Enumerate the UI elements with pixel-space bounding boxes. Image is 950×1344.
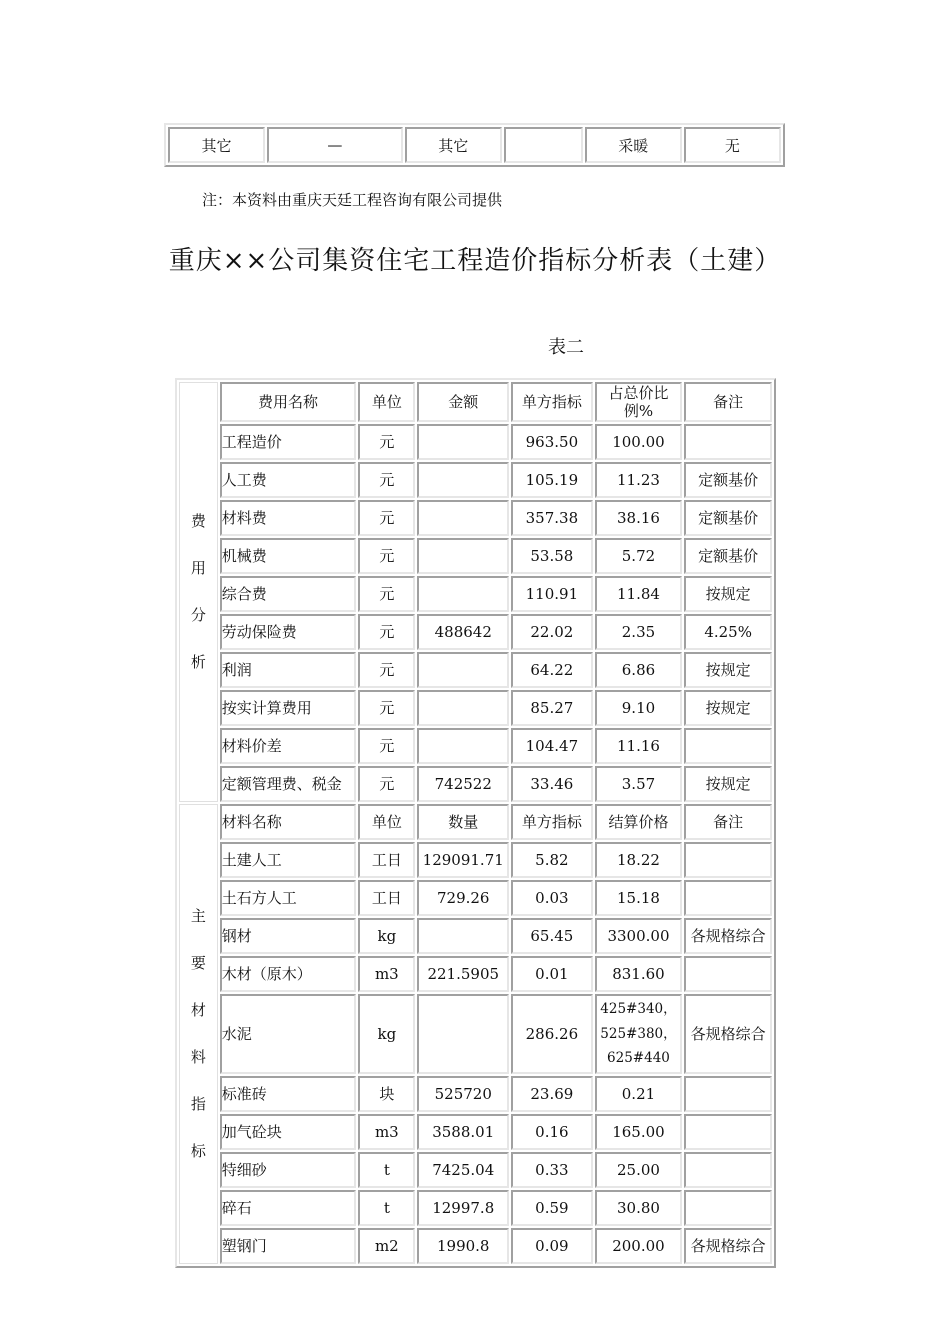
table-cell — [417, 994, 509, 1074]
table-cell: 23.69 — [511, 1076, 593, 1112]
table-cell: 各规格综合 — [684, 1228, 772, 1264]
table-cell: 按规定 — [684, 652, 772, 688]
table-row — [179, 880, 772, 916]
table-cell: 9.10 — [595, 690, 683, 726]
table-cell — [684, 1114, 772, 1150]
table-cell — [417, 728, 509, 764]
table-cell: m3 — [358, 1114, 415, 1150]
table-cell: 机械费 — [220, 538, 357, 574]
table-cell: 各规格综合 — [684, 918, 772, 954]
table-row — [179, 462, 772, 498]
table-cell: 木材（原木） — [220, 956, 357, 992]
table-cell: 按实计算费用 — [220, 690, 357, 726]
table-cell: 425#340，525#380，625#440 — [595, 994, 683, 1074]
section-label-cost: 费 用 分 析 — [179, 382, 218, 802]
table-cell — [417, 538, 509, 574]
table-cell: 工日 — [358, 880, 415, 916]
table-cell: — — [267, 127, 403, 163]
table-cell: 165.00 — [595, 1114, 683, 1150]
table-row — [179, 918, 772, 954]
table-cell: 0.21 — [595, 1076, 683, 1112]
table-row — [179, 956, 772, 992]
table-cell: 其它 — [405, 127, 502, 163]
table-cell — [417, 652, 509, 688]
source-note: 注：本资料由重庆天廷工程咨询有限公司提供 — [202, 191, 503, 209]
table-row — [179, 652, 772, 688]
table-cell: 标准砖 — [220, 1076, 357, 1112]
table-cell: 11.16 — [595, 728, 683, 764]
table-row — [179, 690, 772, 726]
table-cell: 729.26 — [417, 880, 509, 916]
table-cell: 元 — [358, 652, 415, 688]
table-cell: 元 — [358, 424, 415, 460]
table-cell: 38.16 — [595, 500, 683, 536]
table-cell: 5.72 — [595, 538, 683, 574]
table-cell: 利润 — [220, 652, 357, 688]
table-cell: 无 — [684, 127, 781, 163]
table-cell: 0.01 — [511, 956, 593, 992]
table-cell: 742522 — [417, 766, 509, 802]
table-cell: 土石方人工 — [220, 880, 357, 916]
table-cell: t — [358, 1190, 415, 1226]
column-header: 占总价比例% — [595, 382, 683, 422]
table-cell: 104.47 — [511, 728, 593, 764]
table-cell: 3300.00 — [595, 918, 683, 954]
table-row — [179, 728, 772, 764]
cost-index-table — [175, 378, 776, 1268]
table-cell: 0.59 — [511, 1190, 593, 1226]
table-cell: 221.5905 — [417, 956, 509, 992]
table-cell: 64.22 — [511, 652, 593, 688]
table-header-row — [179, 804, 772, 840]
column-header: 金额 — [417, 382, 509, 422]
column-header: 备注 — [684, 804, 772, 840]
table-row — [179, 1190, 772, 1226]
table-cell: 65.45 — [511, 918, 593, 954]
column-header: 单方指标 — [511, 804, 593, 840]
table-cell: 元 — [358, 576, 415, 612]
table-row — [179, 424, 772, 460]
table-cell: 按规定 — [684, 576, 772, 612]
table-cell: 0.03 — [511, 880, 593, 916]
table-cell: 加气砼块 — [220, 1114, 357, 1150]
table-cell: 4.25% — [684, 614, 772, 650]
column-header: 单位 — [358, 804, 415, 840]
table-cell: 11.23 — [595, 462, 683, 498]
table-cell: 工日 — [358, 842, 415, 878]
table-cell: 85.27 — [511, 690, 593, 726]
table-cell: 286.26 — [511, 994, 593, 1074]
column-header: 结算价格 — [595, 804, 683, 840]
table-cell: 22.02 — [511, 614, 593, 650]
table-cell: 7425.04 — [417, 1152, 509, 1188]
table-cell: 采暖 — [585, 127, 682, 163]
column-header: 材料名称 — [220, 804, 357, 840]
table-cell — [684, 424, 772, 460]
table-cell: 15.18 — [595, 880, 683, 916]
table-cell — [417, 576, 509, 612]
table-cell: 元 — [358, 614, 415, 650]
table-cell — [684, 880, 772, 916]
table-cell: 元 — [358, 728, 415, 764]
table-row — [179, 1114, 772, 1150]
table-row — [179, 994, 772, 1074]
table-row — [179, 766, 772, 802]
table-cell: 块 — [358, 1076, 415, 1112]
table-cell: kg — [358, 918, 415, 954]
table-cell: 定额基价 — [684, 538, 772, 574]
table-cell: 18.22 — [595, 842, 683, 878]
table-cell: 人工费 — [220, 462, 357, 498]
table-cell: kg — [358, 994, 415, 1074]
table-cell: 塑钢门 — [220, 1228, 357, 1264]
table-cell: 其它 — [168, 127, 265, 163]
table-row — [179, 614, 772, 650]
table-cell: 53.58 — [511, 538, 593, 574]
table-cell: 25.00 — [595, 1152, 683, 1188]
table-cell: 定额基价 — [684, 462, 772, 498]
table-cell: 30.80 — [595, 1190, 683, 1226]
column-header: 费用名称 — [220, 382, 357, 422]
material-section — [179, 804, 772, 1264]
table-row — [179, 1076, 772, 1112]
table-cell: 劳动保险费 — [220, 614, 357, 650]
table-cell: 357.38 — [511, 500, 593, 536]
table-cell: 100.00 — [595, 424, 683, 460]
table-cell: 钢材 — [220, 918, 357, 954]
table-cell: 0.09 — [511, 1228, 593, 1264]
table-cell: 按规定 — [684, 766, 772, 802]
section-label-material: 主 要 材 料 指 标 — [179, 804, 218, 1264]
table-cell: 0.33 — [511, 1152, 593, 1188]
table-cell: 元 — [358, 690, 415, 726]
table-cell: 525720 — [417, 1076, 509, 1112]
table-cell: 元 — [358, 766, 415, 802]
table-cell: 各规格综合 — [684, 994, 772, 1074]
cost-section — [179, 382, 772, 802]
table-cell — [684, 728, 772, 764]
table-cell — [417, 462, 509, 498]
table-cell: 综合费 — [220, 576, 357, 612]
table-cell: 元 — [358, 500, 415, 536]
table-cell: t — [358, 1152, 415, 1188]
table-cell: 12997.8 — [417, 1190, 509, 1226]
table-cell — [417, 690, 509, 726]
table-cell: 定额管理费、税金 — [220, 766, 357, 802]
table-cell: 材料价差 — [220, 728, 357, 764]
table-cell — [504, 127, 583, 163]
table-cell — [684, 1076, 772, 1112]
table-cell — [684, 842, 772, 878]
table-cell: 碎石 — [220, 1190, 357, 1226]
top-table — [164, 123, 785, 167]
column-header: 单方指标 — [511, 382, 593, 422]
column-header: 数量 — [417, 804, 509, 840]
table-cell: m2 — [358, 1228, 415, 1264]
table-row — [179, 500, 772, 536]
table-cell: 488642 — [417, 614, 509, 650]
table-cell: 工程造价 — [220, 424, 357, 460]
table-cell: 土建人工 — [220, 842, 357, 878]
table-cell: 33.46 — [511, 766, 593, 802]
table-cell: 1990.8 — [417, 1228, 509, 1264]
table-row — [179, 1228, 772, 1264]
table-row — [179, 1152, 772, 1188]
column-header: 单位 — [358, 382, 415, 422]
table-cell: 11.84 — [595, 576, 683, 612]
table-row — [179, 576, 772, 612]
table-row — [179, 842, 772, 878]
table-cell: 2.35 — [595, 614, 683, 650]
table-cell: 0.16 — [511, 1114, 593, 1150]
table-cell: 按规定 — [684, 690, 772, 726]
table-label: 表二 — [548, 337, 584, 358]
table-cell: 129091.71 — [417, 842, 509, 878]
table-cell — [417, 918, 509, 954]
table-cell: 5.82 — [511, 842, 593, 878]
table-cell: 831.60 — [595, 956, 683, 992]
table-cell — [684, 1190, 772, 1226]
table-cell — [417, 424, 509, 460]
table-row — [168, 127, 781, 163]
table-cell: 3588.01 — [417, 1114, 509, 1150]
table-cell — [684, 956, 772, 992]
page-title: 重庆××公司集资住宅工程造价指标分析表（土建） — [168, 246, 782, 276]
table-cell: 200.00 — [595, 1228, 683, 1264]
table-row — [179, 538, 772, 574]
table-cell — [417, 500, 509, 536]
table-header-row — [179, 382, 772, 422]
table-cell: 材料费 — [220, 500, 357, 536]
table-cell: 3.57 — [595, 766, 683, 802]
table-cell: 105.19 — [511, 462, 593, 498]
table-cell: 水泥 — [220, 994, 357, 1074]
table-cell: 元 — [358, 538, 415, 574]
table-cell: 元 — [358, 462, 415, 498]
table-cell — [684, 1152, 772, 1188]
table-cell: 963.50 — [511, 424, 593, 460]
table-cell: 6.86 — [595, 652, 683, 688]
column-header: 备注 — [684, 382, 772, 422]
table-cell: 110.91 — [511, 576, 593, 612]
table-cell: 特细砂 — [220, 1152, 357, 1188]
table-cell: m3 — [358, 956, 415, 992]
table-cell: 定额基价 — [684, 500, 772, 536]
